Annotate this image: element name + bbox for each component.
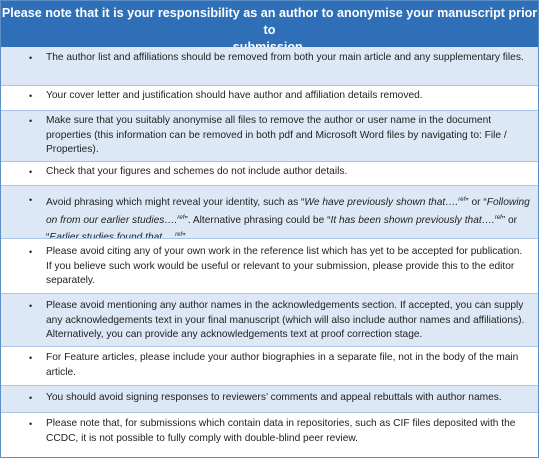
ref-marker: ref xyxy=(494,214,502,221)
ref-marker: ref xyxy=(458,197,466,203)
example-phrase: Following on from our earlier studies…. xyxy=(46,197,530,226)
item-text: Make sure that you suitably anonymise all files to remove the author or user name in the document properties (this information can be removed in both pdf and Microsoft Word files by navigating to: File / Properties). xyxy=(46,115,507,155)
notice-header xyxy=(1,1,538,47)
item-text: Please note that, for submissions which contain data in repositories, such as CIF files deposited with the CCDC, it is not possible to fully comply with double-blind peer review. xyxy=(46,418,516,444)
item-text: The author list and affiliations should be removed from both your main article and any supplementary files. xyxy=(46,52,524,63)
list-item xyxy=(1,47,538,85)
bullet-icon: • xyxy=(29,167,33,177)
item-text: Check that your figures and schemes do not include author details. xyxy=(46,166,348,177)
item-text: You should avoid signing responses to reviewers’ comments and appeal rebuttals with author names. xyxy=(46,392,502,403)
item-text: Please avoid mentioning any author names in the acknowledgements section. If accepted, you can supply any acknowledgements text in your final manuscript (which will also include author names and affiliations). Alternatively, you can provide any acknowledgements text at proof correction stage. xyxy=(46,300,525,340)
bullet-icon: • xyxy=(29,247,33,257)
list-item xyxy=(1,347,538,385)
bullet-icon: • xyxy=(29,91,33,101)
example-phrase: It has been shown previously that…. xyxy=(330,214,495,226)
text-segment: Avoid phrasing which might reveal your identity, such as “ xyxy=(46,197,305,208)
text-segment: ” or “ xyxy=(465,197,487,208)
text-segment: ”. Alternative phrasing could be “ xyxy=(184,214,331,226)
bullet-icon: • xyxy=(29,419,33,429)
list-item xyxy=(1,86,538,110)
bullet-icon: • xyxy=(29,195,33,205)
list-item xyxy=(1,413,538,457)
list-item xyxy=(1,111,538,161)
bullet-icon: • xyxy=(29,353,33,363)
ref-marker: ref xyxy=(177,214,185,221)
item-text: Your cover letter and justification should have author and affiliation details removed. xyxy=(46,90,423,101)
header-line-1: Please note that it is your responsibility as an author to anonymise your manuscript prior to xyxy=(1,6,538,37)
list-item xyxy=(1,294,538,346)
example-phrase: We have previously shown that…. xyxy=(304,197,459,208)
list-item xyxy=(1,162,538,185)
text-segment: ” or xyxy=(501,214,518,226)
bullet-icon: • xyxy=(29,301,33,311)
list-item xyxy=(1,239,538,293)
item-text: Please avoid citing any of your own work in the reference list which has yet to be accepted for publication. If you believe such work would be useful or relevant to your submission, please provide this to the editor separately. xyxy=(46,246,523,286)
bullet-icon: • xyxy=(29,53,33,63)
list-item xyxy=(1,186,538,238)
item-text: For Feature articles, please include your author biographies in a separate file, not in the body of the main article. xyxy=(46,352,519,378)
bullet-icon: • xyxy=(29,116,33,126)
list-item xyxy=(1,386,538,412)
ref-marker: ref xyxy=(175,232,183,238)
bullet-icon: • xyxy=(29,393,33,403)
